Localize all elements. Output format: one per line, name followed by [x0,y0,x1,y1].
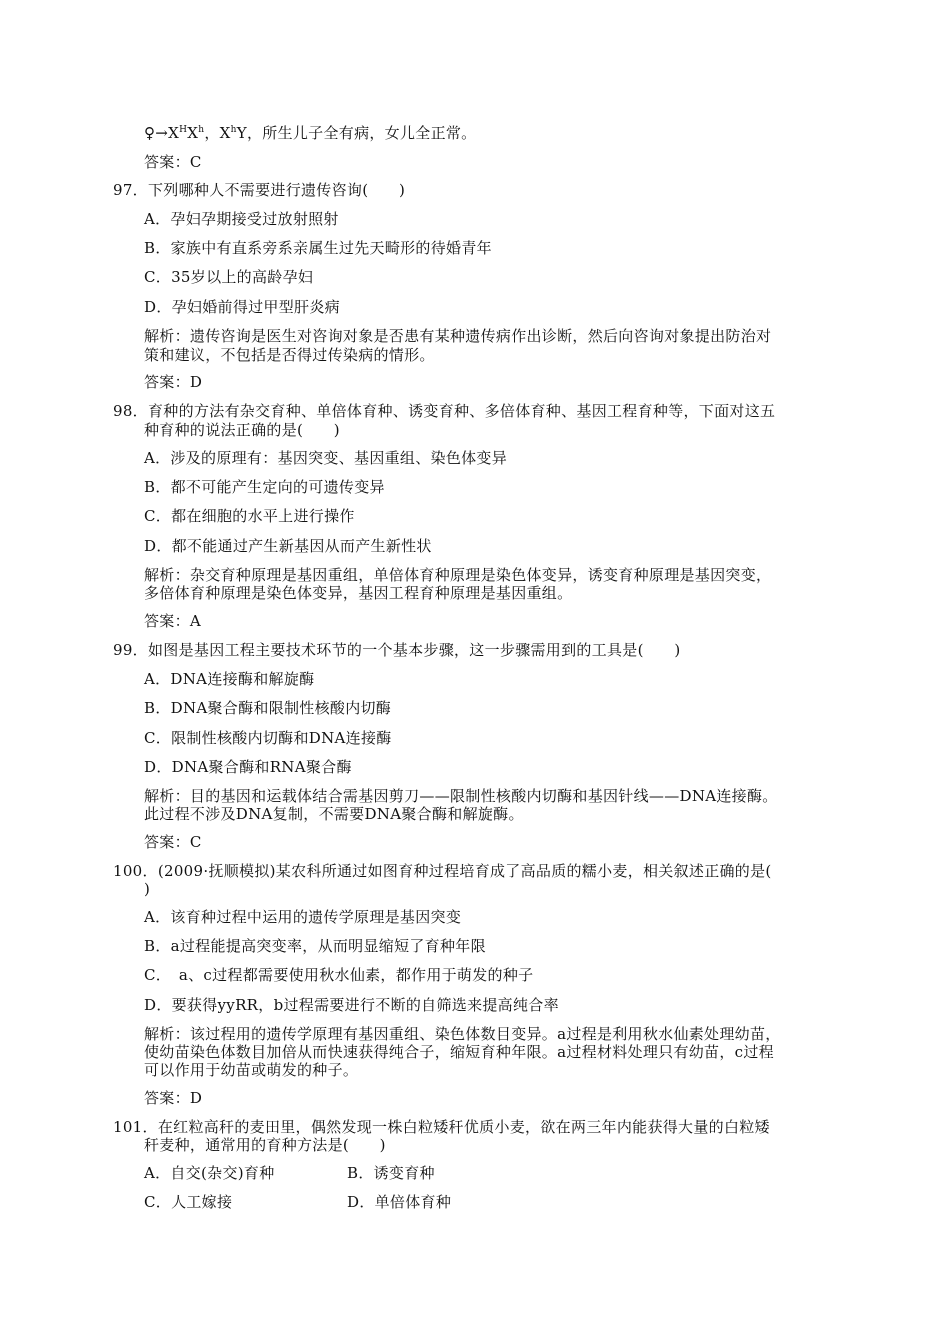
question-100-answer: 答案：D [144,1089,203,1107]
question-97-analysis-line-2: 策和建议，不包括是否得过传染病的情形。 [144,346,435,364]
question-99-option-a: A．DNA连接酶和解旋酶 [144,670,315,688]
question-100-analysis-line-1: 解析：该过程用的遗传学原理有基因重组、染色体数目变异。a过程是利用秋水仙素处理幼苗， [144,1025,781,1043]
question-100-option-c: C． a、c过程都需要使用秋水仙素，都作用于萌发的种子 [144,966,534,984]
question-98-answer: 答案：A [144,612,202,630]
question-99-analysis-line-2: 此过程不涉及DNA复制，不需要DNA聚合酶和解旋酶。 [144,805,524,823]
genotype-mid-1: X [187,124,199,142]
question-98-analysis-line-2: 多倍体育种原理是染色体变异，基因工程育种原理是基因重组。 [144,584,573,602]
question-stem-text: 育种的方法有杂交育种、单倍体育种、诱变育种、多倍体育种、基因工程育种等，下面对这五 [148,402,776,420]
question-101-option-c: C．人工嫁接 [144,1193,233,1211]
question-97-stem [113,181,405,200]
question-stem-text: 如图是基因工程主要技术环节的一个基本步骤，这一步骤需用到的工具是( ) [148,641,681,659]
question-97-option-c: C．35岁以上的高龄孕妇 [144,268,314,286]
question-99-option-c: C．限制性核酸内切酶和DNA连接酶 [144,729,392,747]
genotype-sup-1: H [179,125,188,135]
question-number: 101． [113,1118,158,1136]
question-100-option-b: B．a过程能提高突变率，从而明显缩短了育种年限 [144,937,486,955]
question-99-option-b: B．DNA聚合酶和限制性核酸内切酶 [144,699,392,717]
question-97-option-a: A．孕妇孕期接受过放射照射 [144,210,339,228]
question-100-stem-line-2: ) [144,880,151,898]
genotype-rest: Y，所生儿子全有病，女儿全正常。 [236,124,477,142]
question-97-option-d: D．孕妇婚前得过甲型肝炎病 [144,298,340,316]
question-100-stem-line-1 [113,862,772,881]
question-100-option-a: A．该育种过程中运用的遗传学原理是基因突变 [144,908,462,926]
question-100-analysis-line-3: 可以作用于幼苗或萌发的种子。 [144,1061,359,1079]
question-stem-text: 在红粒高秆的麦田里，偶然发现一株白粒矮秆优质小麦，欲在两三年内能获得大量的白粒矮 [157,1118,770,1136]
question-99-stem [113,641,681,660]
question-98-analysis-line-1: 解析：杂交育种原理是基因重组，单倍体育种原理是染色体变异，诱变育种原理是基因突变， [144,566,772,584]
question-98-option-d: D．都不能通过产生新基因从而产生新性状 [144,537,432,555]
question-99-answer: 答案：C [144,833,202,851]
question-101-option-b: B．诱变育种 [347,1164,435,1182]
question-101-option-a: A．自交(杂交)育种 [144,1164,275,1182]
carryover-genotype-line [144,124,476,143]
question-number: 97． [113,181,148,199]
question-98-option-b: B．都不可能产生定向的可遗传变异 [144,478,385,496]
question-100-option-d: D．要获得yyRR，b过程需要进行不断的自筛选来提高纯合率 [144,996,559,1014]
genotype-prefix: ♀→X [144,124,180,142]
genotype-sup-2: h [198,125,205,135]
genotype-sup-3: h [230,125,237,135]
question-stem-text: (2009·抚顺模拟)某农科所通过如图育种过程培育成了高品质的糯小麦，相关叙述正确的是( [157,862,772,880]
question-101-stem-line-1 [113,1118,770,1137]
question-98-stem-line-1 [113,402,775,421]
question-number: 99． [113,641,148,659]
question-101-option-d: D．单倍体育种 [347,1193,452,1211]
carryover-answer: 答案：C [144,153,202,171]
question-100-analysis-line-2: 使幼苗染色体数目加倍从而快速获得纯合子，缩短育种年限。a过程材料处理只有幼苗，c过程 [144,1043,774,1061]
question-98-option-c: C．都在细胞的水平上进行操作 [144,507,355,525]
question-97-analysis-line-1: 解析：遗传咨询是医生对咨询对象是否患有某种遗传病作出诊断，然后向咨询对象提出防治对 [144,327,772,345]
question-number: 98． [113,402,148,420]
question-stem-text: 下列哪种人不需要进行遗传咨询( ) [148,181,406,199]
question-98-stem-line-2: 种育种的说法正确的是( ) [144,421,340,439]
question-99-analysis-line-1: 解析：目的基因和运载体结合需基因剪刀——限制性核酸内切酶和基因针线——DNA连接酶。 [144,787,778,805]
question-97-option-b: B．家族中有直系旁系亲属生过先天畸形的待婚青年 [144,239,492,257]
question-99-option-d: D．DNA聚合酶和RNA聚合酶 [144,758,352,776]
question-98-option-a: A．涉及的原理有：基因突变、基因重组、染色体变异 [144,449,508,467]
genotype-mid-2: ，X [204,124,231,142]
question-97-answer: 答案：D [144,373,203,391]
question-101-stem-line-2: 秆麦种，通常用的育种方法是( ) [144,1136,386,1154]
question-number: 100． [113,862,158,880]
